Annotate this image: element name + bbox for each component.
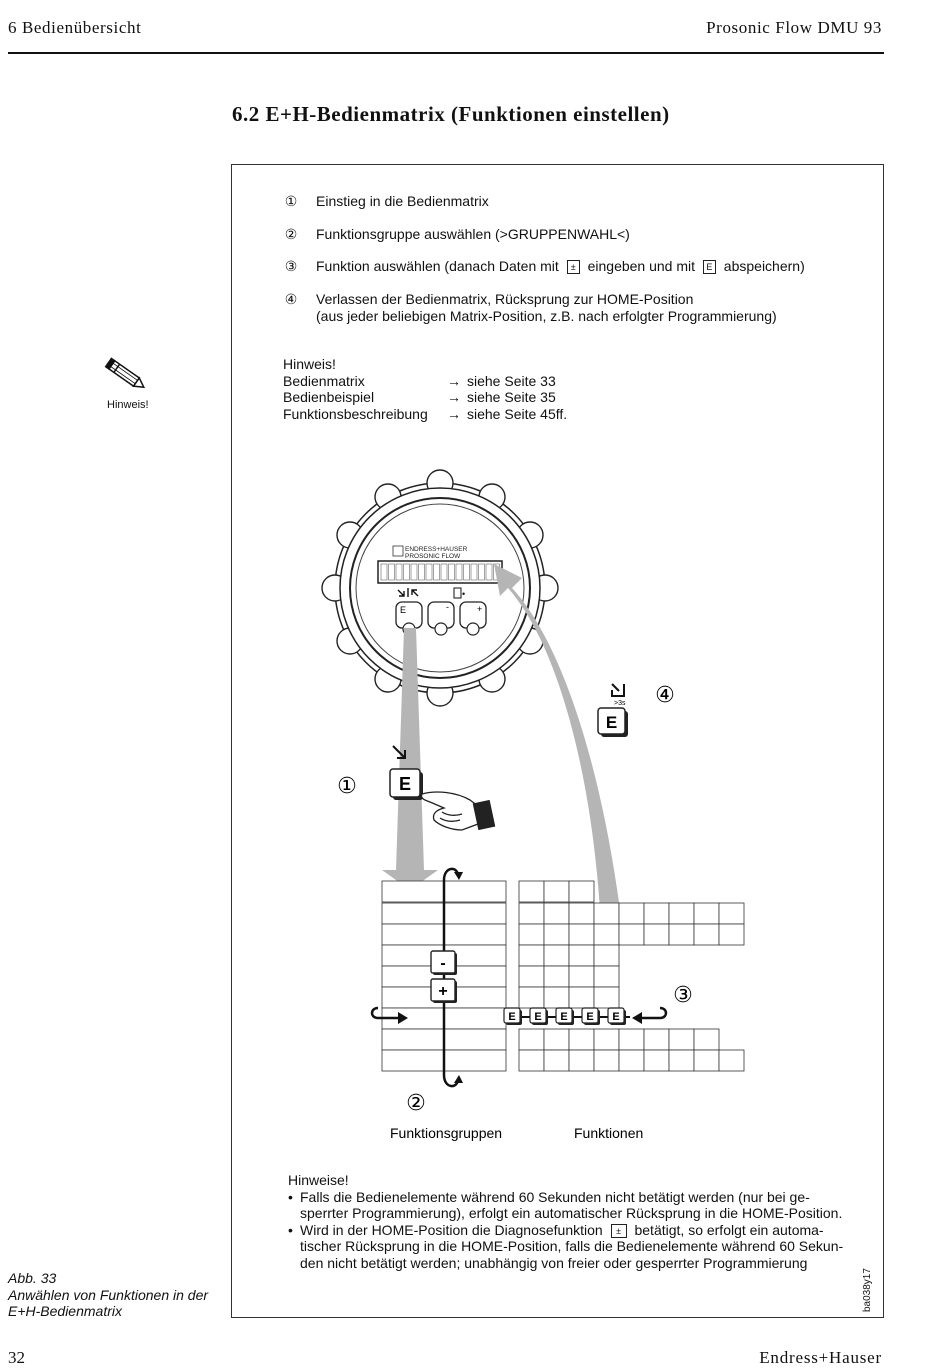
function-step-keys — [504, 1008, 630, 1025]
function-cell — [569, 1050, 594, 1071]
minus-key-icon — [431, 951, 457, 975]
step-text-part: Funktion auswählen (danach Daten mit — [316, 258, 559, 274]
footer-brand: Endress+Hauser — [759, 1348, 882, 1367]
function-cell — [519, 1029, 544, 1050]
function-cell — [569, 924, 594, 945]
function-cell — [644, 1029, 669, 1050]
function-cell — [694, 924, 719, 945]
note-icon-label: Hinweis! — [107, 399, 149, 411]
svg-text:E: E — [612, 1011, 620, 1023]
key-label: - — [440, 955, 446, 972]
function-cell — [544, 966, 569, 987]
diagram-marker-3: ③ — [673, 983, 693, 1008]
key-label: E — [605, 713, 618, 732]
step-number: ① — [284, 193, 298, 209]
diagram-marker-4: ④ — [655, 683, 675, 708]
step-number: ② — [284, 226, 298, 242]
function-cell — [594, 1050, 619, 1071]
e-key-icon — [556, 1008, 574, 1025]
function-cell — [644, 903, 669, 924]
functions-label: Funktionen — [574, 1125, 644, 1141]
svg-text:E: E — [534, 1011, 542, 1023]
function-cell — [719, 903, 744, 924]
figure-caption — [8, 1270, 208, 1320]
function-cell — [694, 1050, 719, 1071]
caption-line: Anwählen von Funktionen in der — [8, 1286, 209, 1303]
function-cell — [569, 966, 594, 987]
function-cell — [519, 987, 544, 1008]
function-cell — [669, 1029, 694, 1050]
step-text: Einstieg in die Bedienmatrix — [316, 193, 489, 209]
step-text-part: eingeben und mit — [587, 258, 696, 274]
device-model: PROSONIC FLOW — [405, 553, 461, 560]
note-row-ref: siehe Seite 33 — [467, 372, 556, 389]
function-cell — [594, 903, 619, 924]
hint-bullet — [288, 1222, 848, 1272]
hint-bullet — [288, 1189, 848, 1222]
function-cell — [569, 945, 594, 966]
function-cell — [569, 881, 594, 902]
arrow-right-icon: → — [447, 372, 461, 389]
e-key-icon — [608, 1008, 626, 1025]
function-cell — [544, 1029, 569, 1050]
key-label: E — [398, 774, 412, 794]
caption-line: Abb. 33 — [8, 1270, 57, 1286]
caption-line: E+H-Bedienmatrix — [8, 1303, 122, 1319]
function-cell — [719, 924, 744, 945]
figure-code: ba038y17 — [862, 1268, 873, 1312]
plus-minus-key-icon: ± — [567, 260, 580, 274]
function-cell — [719, 1050, 744, 1071]
function-cell — [619, 1050, 644, 1071]
function-cell — [594, 1029, 619, 1050]
function-cell — [594, 945, 619, 966]
e-key-icon: E — [703, 260, 716, 274]
function-cell — [519, 945, 544, 966]
note-row-label: Bedienbeispiel — [283, 389, 375, 405]
step-text: Funktionsgruppe auswählen (>GRUPPENWAHL<) — [316, 226, 630, 242]
hint-text-part: betätigt, so erfolgt ein automa- — [634, 1221, 824, 1238]
device-housing — [322, 470, 558, 706]
function-cell — [544, 945, 569, 966]
note-row-label: Bedienmatrix — [283, 372, 365, 389]
hand-pointer-icon — [421, 792, 494, 830]
note-heading: Hinweis! — [283, 356, 336, 372]
function-cell — [694, 1029, 719, 1050]
hint-line: sperrter Programmierung), erfolgt ein automatischer Rücksprung in die HOME-Position. — [300, 1205, 843, 1221]
svg-text:E: E — [508, 1011, 516, 1023]
hint-line: tischer Rücksprung in die HOME-Position, falls die Bedienelemente während 60 Sekun- — [300, 1238, 844, 1254]
device-brand: ENDRESS+HAUSER — [405, 546, 468, 553]
functions-grid — [519, 881, 744, 1071]
function-cell — [544, 924, 569, 945]
svg-text:E: E — [586, 1011, 594, 1023]
hints-heading: Hinweise! — [288, 1172, 349, 1188]
page-number: 32 — [8, 1348, 25, 1367]
key-label: + — [438, 983, 448, 1000]
step-number: ④ — [284, 291, 298, 307]
hold-time-label: >3s — [614, 700, 626, 707]
function-cell — [669, 1050, 694, 1071]
function-cell — [544, 987, 569, 1008]
function-cell — [519, 1050, 544, 1071]
e-key-icon — [390, 769, 423, 800]
e-key-icon — [504, 1008, 522, 1025]
e-key-icon — [530, 1008, 548, 1025]
function-cell — [644, 1050, 669, 1071]
function-return-arrow — [632, 1008, 666, 1024]
hint-text-part: Wird in der HOME-Position die Diagnosefunktion — [300, 1221, 603, 1238]
function-cell — [544, 1050, 569, 1071]
function-cell — [594, 924, 619, 945]
function-cell — [619, 924, 644, 945]
function-cell — [569, 1029, 594, 1050]
step-text-line: (aus jeder beliebigen Matrix-Position, z.B. nach erfolgter Programmierung) — [316, 308, 777, 324]
key-label: E — [400, 605, 407, 615]
step-text-line: Verlassen der Bedienmatrix, Rücksprung zur HOME-Position — [316, 291, 694, 307]
plus-key-icon — [431, 979, 457, 1003]
key-label: - — [446, 602, 449, 612]
function-cell — [519, 924, 544, 945]
arrow-right-icon: → — [447, 405, 461, 422]
diagnosis-key-icon: ± — [611, 1224, 627, 1238]
return-key-icon — [612, 684, 624, 696]
step-number: ③ — [284, 258, 298, 274]
groups-label: Funktionsgruppen — [390, 1125, 503, 1141]
function-cell — [644, 924, 669, 945]
diagram-marker-2: ② — [406, 1091, 426, 1116]
function-cell — [519, 903, 544, 924]
note-row-ref: siehe Seite 45ff. — [467, 405, 568, 422]
step-text-part: abspeichern) — [723, 258, 805, 274]
section-title: 6.2 E+H-Bedienmatrix (Funktionen einstellen) — [232, 102, 670, 126]
function-cell — [544, 881, 569, 902]
hint-line: den nicht betätigt werden; unabhängig von freier oder gesperrter Programmierung — [300, 1254, 808, 1271]
function-cell — [594, 987, 619, 1008]
function-cell — [619, 1029, 644, 1050]
header-chapter: 6 Bedienübersicht — [8, 18, 142, 37]
e-key-icon — [582, 1008, 600, 1025]
function-cell — [694, 903, 719, 924]
e-key-icon — [598, 708, 628, 737]
function-cell — [669, 903, 694, 924]
function-cell — [594, 966, 619, 987]
function-cell — [519, 881, 544, 902]
function-cell — [619, 903, 644, 924]
arrow-right-icon: → — [447, 389, 461, 405]
function-cell — [669, 924, 694, 945]
function-cell — [569, 987, 594, 1008]
lcd-display — [378, 561, 502, 583]
note-row-ref: siehe Seite 35 — [467, 389, 556, 405]
note-row-label: Funktionsbeschreibung — [283, 405, 428, 422]
function-cell — [569, 903, 594, 924]
function-cell — [544, 903, 569, 924]
hints-block — [288, 1172, 848, 1271]
key-label: + — [477, 604, 483, 614]
function-cell — [519, 966, 544, 987]
svg-text:•: • — [462, 589, 466, 599]
hint-line: • Falls die Bedienelemente während 60 Sekunden nicht betätigt werden (nur bei ge- — [300, 1188, 810, 1205]
hint-line — [300, 1222, 848, 1239]
header-product: Prosonic Flow DMU 93 — [706, 18, 882, 37]
diagram-marker-1: ① — [337, 774, 357, 799]
svg-text:E: E — [560, 1011, 568, 1023]
